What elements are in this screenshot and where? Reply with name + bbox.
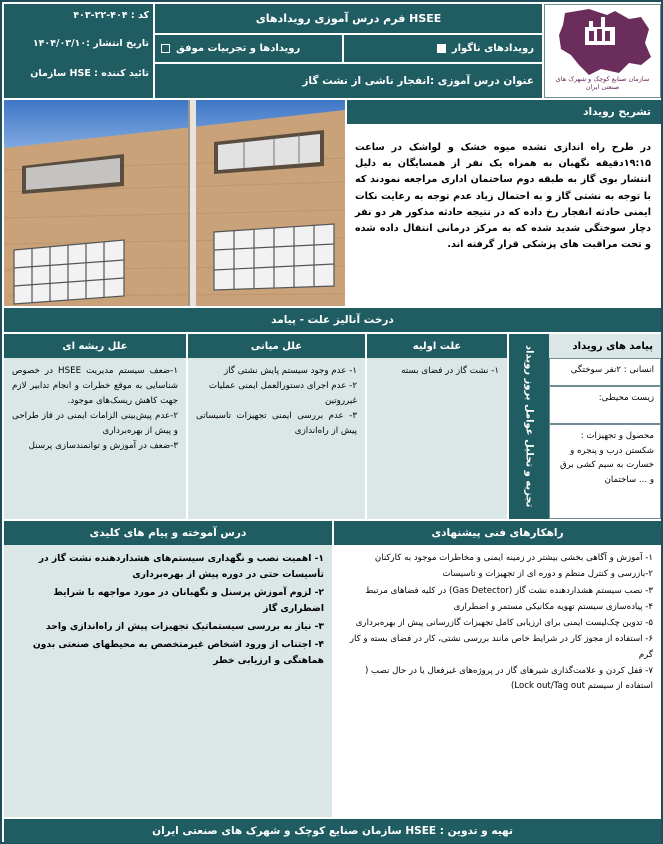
event-description-heading: تشریح رویداد — [347, 100, 661, 124]
analysis-side-label-text: تجزیه و تحلیل عوامل بروز رویداد — [523, 345, 535, 508]
intermediate-causes-heading: علل میانی — [188, 334, 365, 358]
lesson-item: ۱- اهمیت نصب و نگهداری سیستم‌های هشداردهنده نشت گاز در تأسیسات حتی در دوره پیش از بهره‌برداری — [38, 553, 324, 580]
consequences-heading: پیامد های رویداد — [549, 334, 661, 358]
consequence-equipment-text: شکستن درب و پنجره و خسارت به سیم کشی برق و ... ساختمان — [560, 445, 654, 485]
lesson-item: ۲- لزوم آموزش پرسنل و نگهبانان در مورد مواجهه با شرایط اضطراری گاز — [53, 587, 324, 614]
root-causes-list — [4, 358, 186, 519]
primary-cause-heading: علت اولیه — [367, 334, 507, 358]
solution-item: ۷- قفل کردن و علامت‌گذاری شیرهای گاز در پروژه‌های غیرفعال یا در حال نصب ( استفاده از سیستم Lock out/Tag out) — [364, 666, 653, 692]
events-experiences-checkbox[interactable] — [161, 44, 170, 53]
solution-item: ۶- استفاده از مجوز کار در شرایط خاص مانند بررسی نشتی، کار در فضای بسته و کار گرم — [349, 634, 653, 660]
building-photo-icon — [4, 100, 345, 306]
event-description-text: در طرح راه اندازی تشده میوه خشک و لواشک در ساعت ۱۹:۱۵دقیقه نگهبان به همراه یک نفر از همسایگان به دلیل انتشار بوی گاز به طبقه دوم ساختمان اداری مراجعه نمودند که با توجه به نشتی گاز و به احتمال زیاد عدم توجه به رعایت نکات ایمنی حادثه انفجار رخ داده که در نتیجه حادثه مذکور هر دو نفر دچار سوختگی شدید شده که به مرکز درمانی انتقال داده شده و تحت مراقبت های پزشکی قرار گرفته اند. — [347, 124, 661, 306]
intermediate-cause-item: ۱- عدم وجود سیستم پایش نشتی گاز — [223, 366, 357, 376]
solutions-list — [334, 545, 661, 817]
lesson-title: عنوان درس آموزی :انفجار ناشی از نشت گاز — [155, 64, 542, 98]
lessons-list — [4, 545, 332, 817]
lesson-item: ۴- اجتناب از ورود اشخاص غیرمتخصص به محیطهای صنعتی بدون هماهنگی و ارزیابی خطر — [32, 639, 324, 666]
consequence-environmental: زیست محیطی: — [549, 386, 661, 424]
solution-item: ۱- آموزش و آگاهی بخشی بیشتر در زمینه ایمنی و مخاطرات موجود به کارکنان — [374, 553, 653, 563]
intermediate-cause-item: ۲- عدم اجرای دستورالعمل ایمنی عملیات غیرروتین — [208, 381, 357, 406]
root-cause-item: ۳-ضعف در آموزش و توانمندسازی پرسنل — [28, 441, 178, 451]
events-experiences-option[interactable] — [155, 35, 342, 62]
form-info-block — [4, 4, 153, 98]
root-cause-item: ۱-ضعف سیستم مدیریت HSEE در خصوص شناسایی به موقع خطرات و انجام تدابیر لازم جهت کاهش ریسک‌های موجود. — [12, 366, 178, 406]
root-cause-item: ۲-عدم پیش‌بینی الزامات ایمنی در فاز طراحی و پیش از بهره‌برداری — [12, 411, 178, 436]
primary-cause-list — [367, 358, 507, 519]
unwanted-events-option[interactable] — [344, 35, 542, 62]
organization-logo — [544, 4, 661, 98]
lessons-heading: درس آموخته و پیام های کلیدی — [4, 521, 332, 545]
solutions-heading: راهکارهای فنی پیشنهادی — [334, 521, 661, 545]
consequence-equipment — [549, 424, 661, 519]
incident-photo — [4, 100, 345, 306]
solution-item: ۴- پیاده‌سازی سیستم تهویه مکانیکی مستمر و اضطراری — [453, 601, 653, 612]
approver: تائید کننده : HSE سازمان — [30, 68, 149, 79]
primary-cause-item: ۱- نشت گاز در فضای بسته — [401, 366, 499, 376]
footer-prepared-by: تهیه و تدوین : HSEE سازمان صنایع کوچک و شهرک های صنعتی ایران — [4, 819, 661, 843]
unwanted-events-label: رویدادهای ناگوار — [451, 43, 534, 54]
consequence-human: انسانی : ۲نفر سوختگی — [549, 358, 661, 386]
analysis-tree-title: درخت آنالیز علت - پیامد — [4, 308, 661, 332]
lesson-item: ۳- نیاز به بررسی سیستماتیک تجهیزات پیش از راه‌اندازی واحد — [45, 621, 324, 632]
root-causes-heading: علل ریشه ای — [4, 334, 186, 358]
publish-date: تاریخ انتشار :۱۴۰۴/۰۳/۱۰ — [32, 38, 149, 49]
form-title: فرم درس آموزی رویدادهای HSEE — [155, 4, 542, 33]
solution-item: ۳- نصب سیستم هشداردهنده نشت گاز (Gas Detector) در کلیه فضاهای مرتبط — [365, 585, 653, 596]
logo-caption: سازمان صنایع کوچک و شهرک های صنعتی ایران — [555, 75, 650, 91]
analysis-side-label — [509, 334, 549, 519]
intermediate-causes-list — [188, 358, 365, 519]
form-code: کد : ۴۰۴-۲۲-۴۰۳ — [73, 10, 149, 21]
consequence-equipment-label: محصول و تجهیزات : — [580, 431, 654, 441]
events-experiences-label: رویدادها و تجربیات موفق — [176, 43, 301, 54]
intermediate-cause-item: ۳- عدم بررسی ایمنی تجهیزات تاسیساتی پیش از راه‌اندازی — [196, 411, 357, 436]
unwanted-events-checkbox[interactable] — [437, 44, 446, 53]
solution-item: ۲-بازرسی و کنترل منظم و دوره ای از تجهیزات و تاسیسات — [442, 569, 653, 580]
solution-item: ۵- تدوین چک‌لیست ایمنی برای ارزیابی کامل تجهیزات گازرسانی پیش از بهره‌برداری — [355, 618, 653, 629]
